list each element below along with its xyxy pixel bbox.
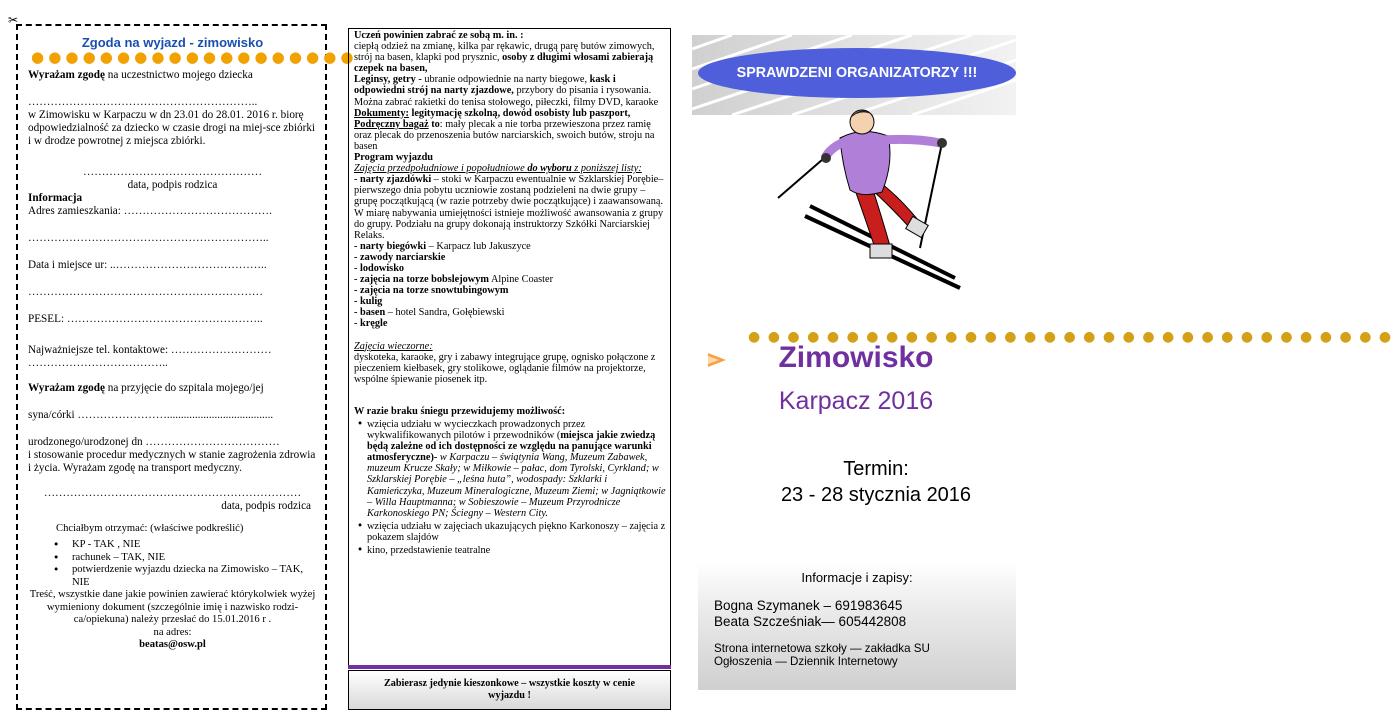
program-title: Program wyjazdu [354,152,434,164]
list-item: - narty zjazdówki – stoki w Karpaczu ewentualnie w Szklarskiej Porębie– pierwszego dnia pobytu uczniowie zostaną podzieleni na dwie grupy – grupę początkującą (w razie potrzeby dwie początkujące) i zaawansowaną. W miarę nabywania umiejętności istnieje możliwość awansowania z grupy do grupy. Podziału na grupy dokonają instruktorzy Szkółki Narciarskiej Relaks. [354,174,664,241]
phone-field: Najważniejsze tel. kontaktowe: ……………………… [28,344,272,356]
hospital-consent: Wyrażam zgodę na przyjęcie do szpitala mojego/jej [28,382,264,394]
contact-bogna: Bogna Szymanek – 691983645 [714,598,903,613]
list-item: • wzięcia udziału w zajęciach ukazujących piękno Karkonoszy – zajęcia z pokazem slajdów [354,521,666,543]
phone-line-2: ……………………………….. [28,357,168,369]
list-item: • kino, przedstawienie teatralne [354,545,666,556]
receive-options-label: Chciałbym otrzymać: (właściwe podkreślić) [56,523,244,534]
signature-label: data, podpis rodzica [127,179,218,191]
evening-title: Zajęcia wieczorne: [354,340,433,352]
medical-consent-text: i stosowanie procedur medycznych w stanie zagrożenia zdrowia i życia. Wyrażam zgodę na transport medyczny. [28,449,316,474]
gold-dots-divider: ●●●●●●●●●●●●●●●●●●●●●●●●●●●●●●●●● [748,329,1399,345]
birth-line-2: ……………………………………………………… [28,286,263,298]
list-item: • potwierdzenie wyjazdu dziecka na Zimowisko – TAK, NIE [28,564,317,589]
list-item: - narty biegówki – Karpacz lub Jakuszyce [354,240,531,252]
list-item: - lodowisko [354,262,405,274]
list-item: - zajęcia na torze snowtubingowym [354,285,509,297]
address-to-label: na adres: [153,626,192,638]
trip-dates-text: w Zimowisku w Karpaczu w dn 23.01 do 28.01. 2016 r. biorę odpowiedzialność za dziecko w czasie drogi na miej-sce zbiórki i w drodze powrotnej z miejsca zbiórki. [28,109,316,147]
website-info-1: Strona internetowa szkoły — zakładka SU [714,642,930,655]
receive-options-list [28,539,317,589]
list-item: - kręgle [354,318,388,330]
list-item: • wzięcia udziału w wycieczkach prowadzonych przez wykwalifikowanych pilotów i przewodników (miejsca jakie zwiedzą będą zależne od ich dostępności ze względu na panujące warunki atmosferyczne)- w Karpaczu – świątynia Wang, Muzeum Zabawek, muzeum Krucze Skały; w Miłkowie – pałac, dom Tyrolski, Cyrkland; w Szklarskiej Porębie – „leśna huta”, wodospady: Szklarki i Kamieńczyka, Muzeum Mineralogiczne, Muzeum Ziemi; w Jagniątkowie – Willa Hauptmanna; w Sobieszowie – Muzeum Przyrodnicze Karkonoskiego PN; Ściegny – Western City. [354,419,666,519]
skier-illustration [770,98,970,338]
purple-divider [348,665,671,669]
signature-line-2: …………………………………………………………… [43,487,302,499]
list-item: • KP - TAK , NIE [28,539,317,552]
list-item: - zawody narciarskie [354,251,446,263]
list-item: - basen – hotel Sandra, Gołębiewski [354,307,505,319]
info-title: Informacje i zapisy: [801,570,913,585]
list-item: - zajęcia na torze bobslejowym Alpine Coaster [354,274,554,286]
address-field: Adres zamieszkania: …………………………………. [28,205,272,217]
birth-field: Data i miejsce ur: ..………………………………….. [28,259,267,271]
organizers-badge: SPRAWDZENI ORGANIZATORZY !!! [698,48,1016,98]
list-item: - kulig [354,296,383,308]
bring-title: Uczeń powinien zabrać ze sobą m. in. : [354,30,524,41]
nosnow-list [354,419,666,556]
activities-intro: Zajęcia przedpołudniowe i popołudniowe do wyboru z poniższej listy: [354,163,642,175]
cover-place: Karpacz 2016 [778,387,934,415]
program-panel [348,28,671,666]
contact-beata: Beata Szcześniak— 605442808 [714,614,907,629]
documents-note: Treść, wszystkie dane jakie powinien zawierać którykolwiek wyżej wymieniony dokument (szczególnie imię i nazwisko rodzi-ca/opiekuna) należy przesłać do 15.01.2016 r . [29,589,316,625]
term-label: Termin: [843,458,909,480]
nosnow-title: W razie braku śniegu przewidujemy możliwość: [354,405,566,417]
signature-label-2: data, podpis rodzica [221,500,311,512]
activities-list [354,174,666,329]
born-date-field: urodzonego/urodzonej dn ……………………………… [28,436,280,448]
signature-line: ………………………………………… [83,166,262,178]
orange-dots-divider: ●●●●●●●●●●●●●●●●●●● [31,48,358,66]
documents-text: Dokumenty: legitymację szkolną, dowód osobisty lub paszport, [354,107,631,119]
form-title: Zgoda na wyjazd - zimowisko [81,35,264,50]
address-line-2: ……………………………………………………….. [28,232,269,244]
website-info-2: Ogłoszenia — Dziennik Internetowy [714,655,898,668]
cover-title: Zimowisko [778,341,934,374]
leggings-text: Leginsy, getry - ubranie odpowiednie na narty biegowe, kask i odpowiedni strój na narty zjazdowe, przybory do pisania i rysowania. Można zabrać rakietki do tenisa stołowego, piłeczki, filmy DVD, karaoke [354,74,659,108]
evening-text: dyskoteka, karaoke, gry i zabawy integrujące grupę, ognisko połączone z pieczeniem kiełbasek, gry stolikowe, oglądanie filmów na projektorze, wspólne śpiewanie piosenek itp. [354,351,656,385]
contact-email[interactable]: beatas@osw.pl [139,639,206,650]
list-item: • rachunek – TAK, NIE [28,552,317,565]
pocket-money-footer: Zabierasz jedynie kieszonkowe – wszystkie koszty w cenie wyjazdu ! [348,670,671,710]
scissors-icon: ✂ [8,13,19,27]
son-daughter-field: syna/córki ……………………...................................... [28,409,274,421]
consent-statement: Wyrażam zgodę na uczestnictwo mojego dziecka [28,69,253,81]
bring-text: ciepłą odzież na zmianę, kilka par rękawic, drugą parę butów zimowych, strój na basen, klapki pod prysznic, osoby z długimi włosami zabierają czepek na basen, [354,41,655,75]
pesel-field: PESEL: …………………………………………….. [28,313,263,325]
consent-form [16,24,358,710]
info-box [698,562,1016,690]
child-name-line: …………………………………………………….. [28,96,258,108]
term-dates: 23 - 28 stycznia 2016 [780,484,972,506]
info-heading: Informacja [28,192,83,204]
bag-text: Podręczny bagaż to: mały plecak a nie torba przewieszona przez ramię oraz plecak do przenoszenia butów narciarskich, swoich butów, stroju na basen [354,118,655,152]
